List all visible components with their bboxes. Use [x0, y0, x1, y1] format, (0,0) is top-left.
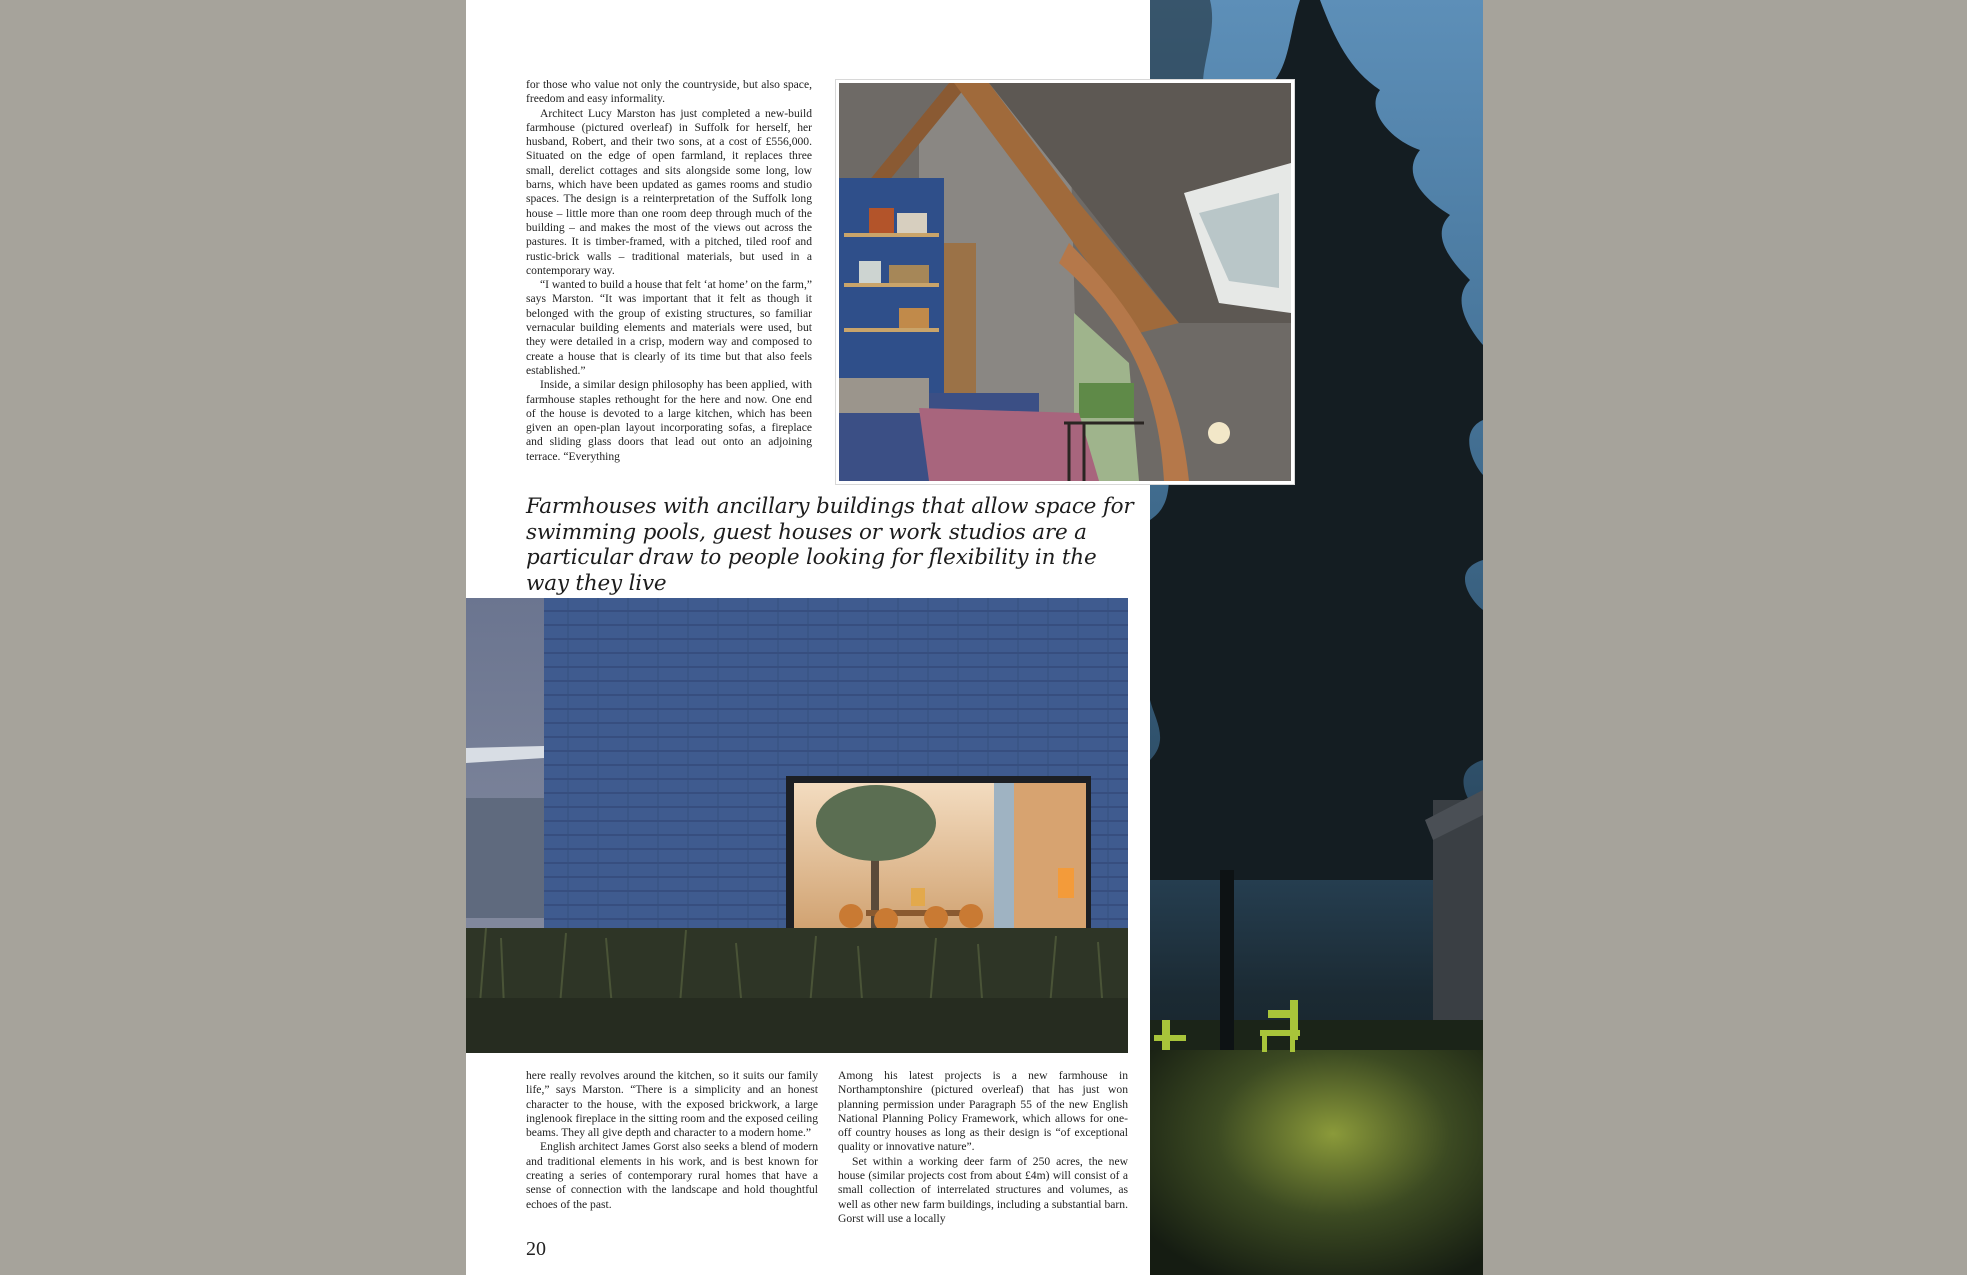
article-column-b: [526, 1069, 818, 1212]
bedroom-photo: [836, 80, 1294, 484]
pull-quote: Farmhouses with ancillary buildings that allow space for swimming pools, guest houses or work studios are a particular draw to people looking for flexibility in the way they live: [526, 494, 1134, 596]
paragraph: “I wanted to build a house that felt ‘at home’ on the farm,” says Marston. “It was important that it felt as though it belonged with the group of existing structures, so familiar vernacular building elements and materials were used, but they were detailed in a crisp, modern way and composed to create a house that is clearly of its time but that also feels established.”: [526, 278, 812, 377]
article-column-a: [526, 78, 812, 464]
article-column-c: [838, 1069, 1128, 1226]
paragraph: for those who value not only the countryside, but also space, freedom and easy informality.: [526, 78, 812, 106]
paragraph: Architect Lucy Marston has just completed a new-build farmhouse (pictured overleaf) in Suffolk for herself, her husband, Robert, and their two sons, at a cost of £556,000. Situated on the edge of open farmland, it replaces three small, derelict cottages and sits alongside some long, low barns, which have been updated as games rooms and studio spaces. The design is a reinterpretation of the Suffolk long house – little more than one room deep through much of the building – and makes the most of the views out across the pastures. It is timber-framed, with a pitched, tiled roof and rustic-brick walls – traditional materials, but used in a contemporary way.: [526, 106, 812, 277]
house-illustration: [466, 598, 1128, 1053]
paragraph: Inside, a similar design philosophy has been applied, with farmhouse staples rethought for the here and now. One end of the house is devoted to a large kitchen, which has been given an open-plan layout incorporating sofas, a fireplace and sliding glass doors that lead out onto an adjoining terrace. “Everything: [526, 378, 812, 463]
paragraph: Among his latest projects is a new farmhouse in Northamptonshire (pictured overleaf) that has just won planning permission under Paragraph 55 of the new English National Planning Policy Framework, which allows for one-off country houses as long as their design is “of exceptional quality or innovative nature”.: [838, 1069, 1128, 1154]
paragraph: Set within a working deer farm of 250 acres, the new house (similar projects cost from about £4m) will consist of a small collection of interrelated structures and volumes, as well as other new farm buildings, including a substantial barn. Gorst will use a locally: [838, 1154, 1128, 1225]
paragraph: here really revolves around the kitchen, so it suits our family life,” says Marston. “There is a simplicity and an honest character to the house, with the exposed brickwork, a large inglenook fireplace in the sitting room and the exposed ceiling beams. They all give depth and character to a modern home.”: [526, 1069, 818, 1140]
bedroom-illustration: [839, 83, 1291, 481]
blue-house-photo: [466, 598, 1128, 1053]
paragraph: English architect James Gorst also seeks a blend of modern and traditional elements in his work, and is best known for creating a series of contemporary rural homes that have a sense of connection with the landscape and hold thoughtful echoes of the past.: [526, 1140, 818, 1211]
magazine-page: [466, 0, 1483, 1275]
page-number: 20: [526, 1238, 546, 1260]
